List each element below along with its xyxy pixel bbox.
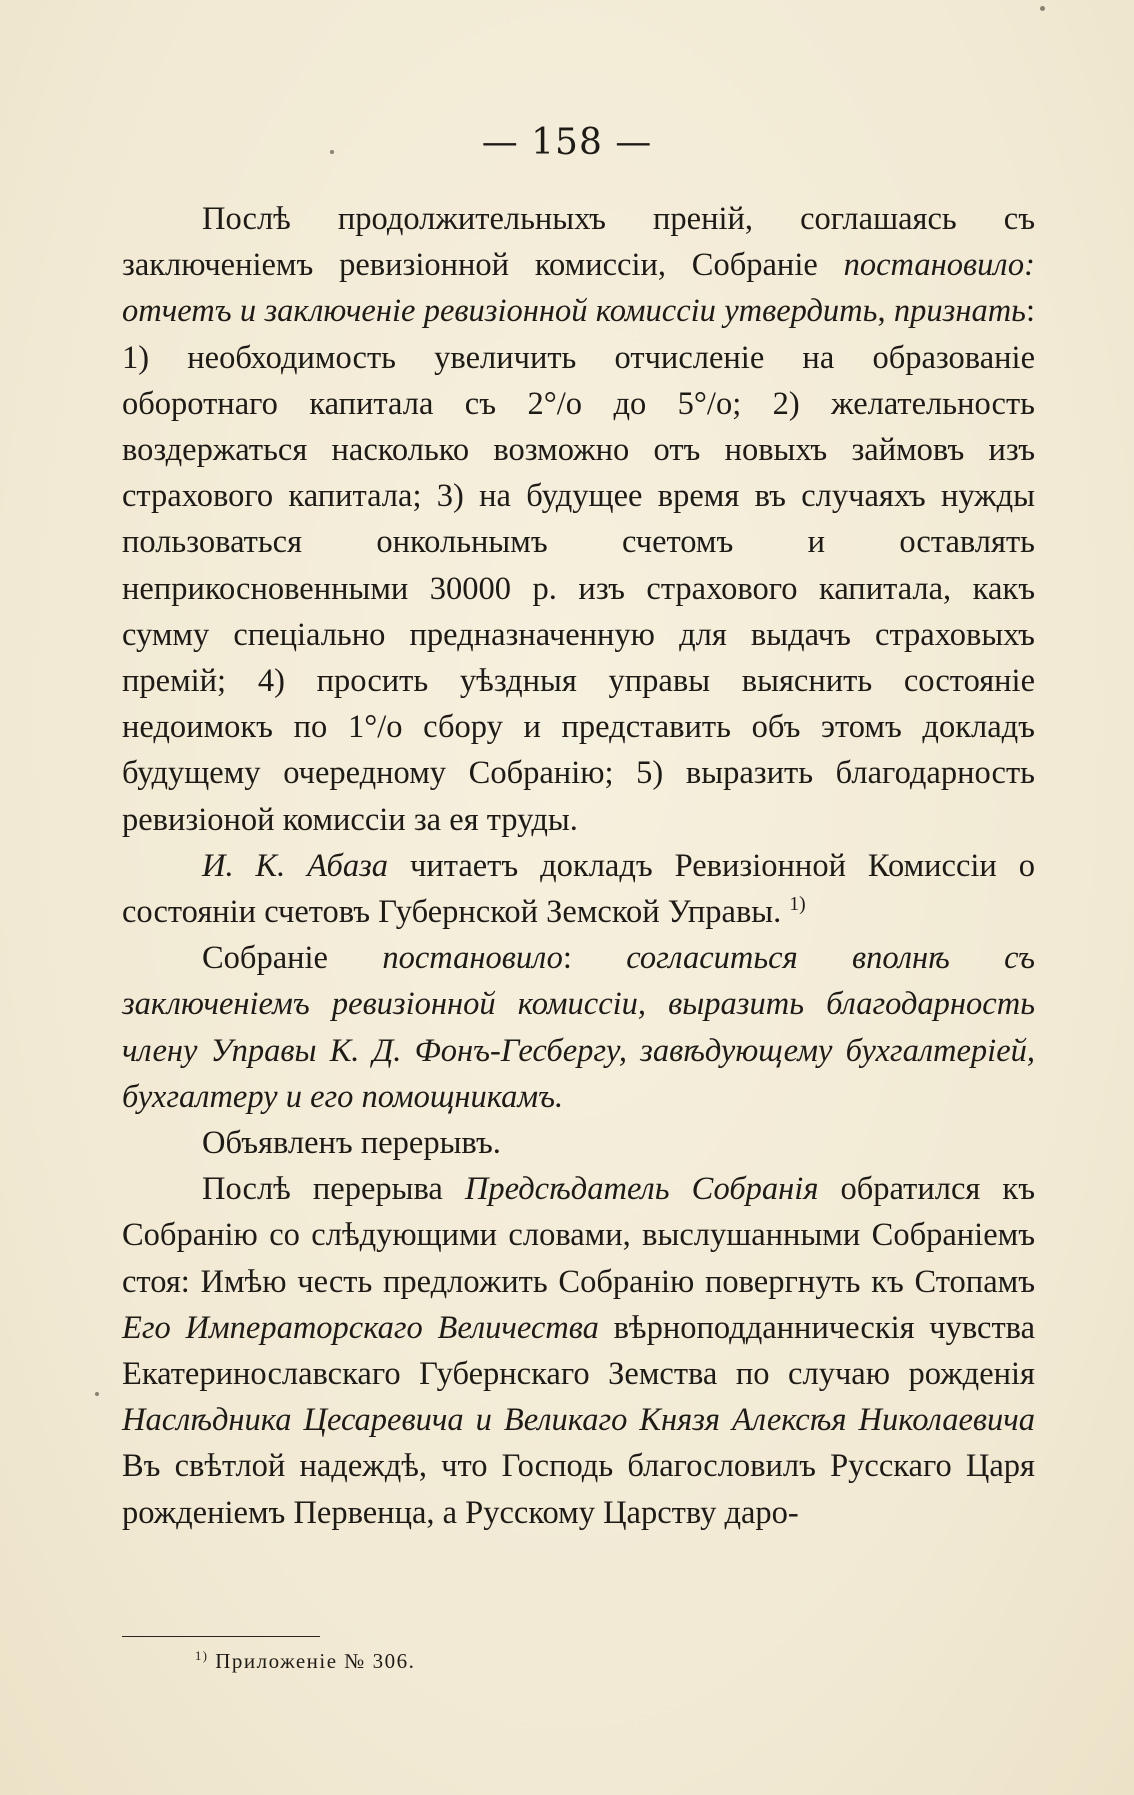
paragraph-chairman-address: Послѣ перерыва Предсѣдатель Собранія обратился къ Собранію со слѣдующими словами, выслушанными Собраніемъ стоя: Имѣю честь предложить Собранію повергнуть къ Стопамъ Его Императорскаго Величества вѣрноподданническія чувства Екатеринославскаго Губернскаго Земства по случаю рожденія Наслѣдника Цесаревича и Великаго Князя Алексѣя Николаевича Въ свѣтлой надеждѣ, что Господь благословилъ Русскаго Царя рожденіемъ Первенца, а Русскому Царству даро-: [122, 1171, 1035, 1531]
footnote-reference: 1): [789, 894, 806, 916]
page-number: — 158 —: [481, 122, 653, 163]
paragraph-break-announced: Объявленъ перерывъ.: [202, 1125, 501, 1162]
ink-speck: [95, 1392, 99, 1396]
ink-speck: [1040, 6, 1045, 11]
paragraph-resolution-audit: Послѣ продолжительныхъ преній, соглашаясь съ заключеніемъ ревизіонной комиссіи, Собраніе постановило: отчетъ и заключеніе ревизіонной комиссіи утвердить, признать: 1) необходимость увеличить отчисленіе на образованіе оборотнаго капитала съ 2°/о до 5°/о; 2) желательность воздержаться насколько возможно отъ новыхъ займовъ изъ страхового капитала; 3) на будущее время въ случаяхъ нужды пользоваться онкольнымъ счетомъ и оставлять неприкосновенными 30000 р. изъ страхового капитала, какъ сумму спеціально предназначенную для выдачъ страховыхъ премій; 4) просить уѣздныя управы выяснить состояніе недоимокъ по 1°/о сбору и представить объ этомъ докладъ будущему очередному Собранію; 5) выразить благодарность ревизіоной комиссіи за ея труды.: [122, 201, 1035, 838]
paragraph-abaza-report: И. К. Абаза читаетъ докладъ Ревизіонной Комиссіи о состояніи счетовъ Губернской Земской Управы. $^{1)}$: [122, 847, 1035, 931]
paragraph-resolution-thanks: Собраніе постановило: согласиться вполнѣ съ заключеніемъ ревизіонной комиссіи, выразить благодарность члену Управы К. Д. Фонъ-Гесбергу, завѣдующему бухгалтеріей, бухгалтеру и его помощникамъ.: [122, 940, 1035, 1115]
main-text: [122, 196, 1035, 1536]
footnote-divider: [122, 1636, 320, 1637]
footnote-text: Приложеніе № 306.: [208, 1649, 416, 1673]
footnote-marker: 1): [195, 1649, 209, 1663]
footnote: [195, 1649, 415, 1674]
